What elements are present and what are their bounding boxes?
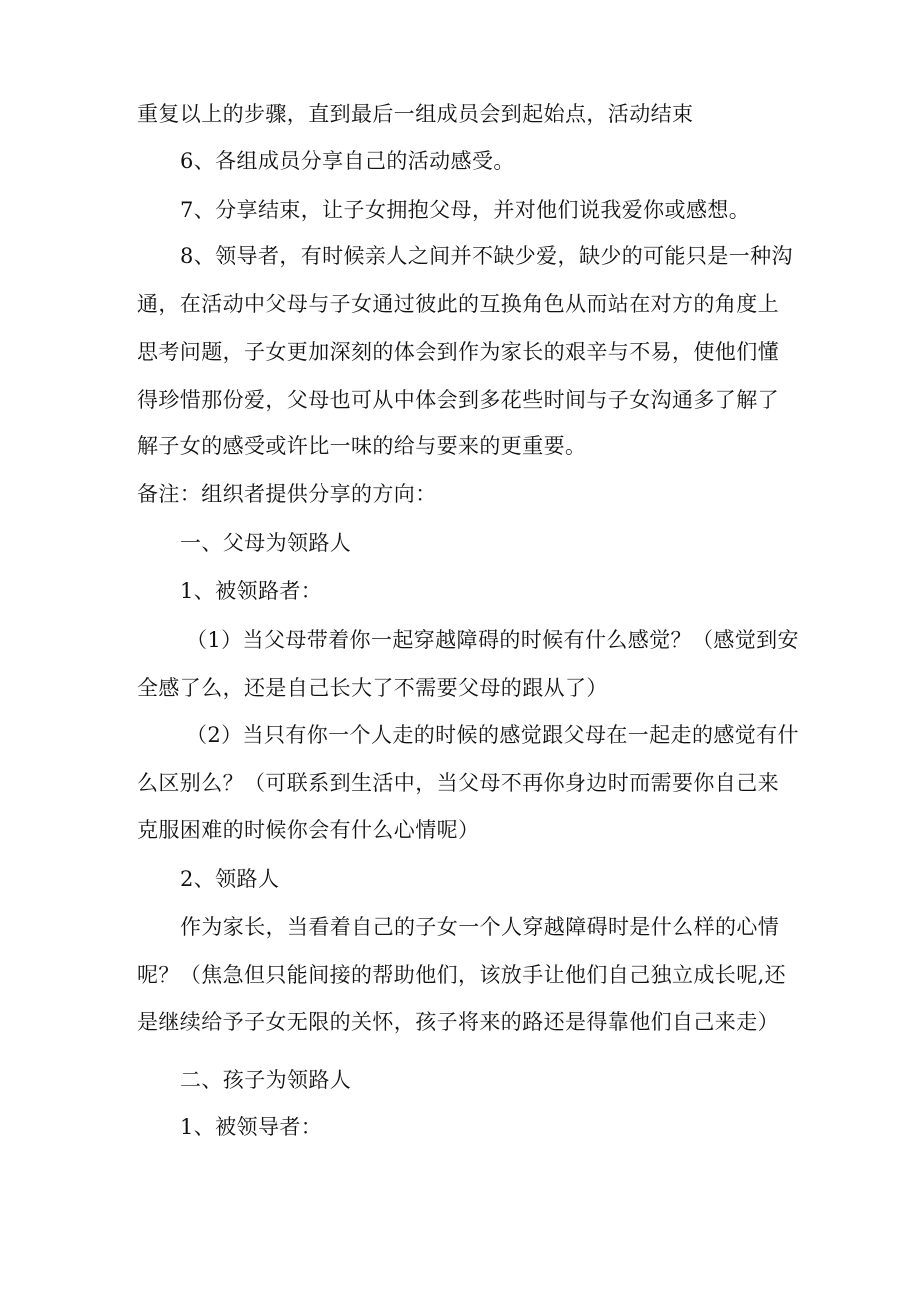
subsection-heading: 2、领路人: [180, 867, 280, 891]
paragraph-line: 思考问题，子女更加深刻的体会到作为家长的艰辛与不易，使他们懂: [137, 340, 779, 364]
subsection-heading: 1、被领路者：: [180, 579, 323, 603]
paragraph-line: 重复以上的步骤，直到最后一组成员会到起始点，活动结束: [137, 102, 694, 126]
paragraph-line: 解子女的感受或许比一味的给与要来的更重要。: [137, 434, 587, 458]
paragraph-line: 7、分享结束，让子女拥抱父母，并对他们说我爱你或感想。: [180, 198, 751, 222]
paragraph-line: （1）当父母带着你一起穿越障碍的时候有什么感觉？（感觉到安: [186, 628, 799, 652]
paragraph-line: （2）当只有你一个人走的时候的感觉跟父母在一起走的感觉有什: [186, 723, 799, 747]
paragraph-line: 通，在活动中父母与子女通过彼此的互换角色从而站在对方的角度上: [137, 292, 779, 316]
paragraph-line: 6、各组成员分享自己的活动感受。: [180, 149, 515, 173]
paragraph-line: 克服困难的时候你会有什么心情呢）: [137, 818, 480, 842]
paragraph-line: 呢？（焦急但只能间接的帮助他们，该放手让他们自己独立成长呢,还: [137, 963, 787, 987]
subsection-heading: 1、被领导者：: [180, 1115, 323, 1139]
paragraph-line: 8、领导者，有时候亲人之间并不缺少爱，缺少的可能只是一种沟: [180, 244, 793, 268]
paragraph-line: 全感了么，还是自己长大了不需要父母的跟从了）: [137, 676, 608, 700]
section-heading: 二、孩子为领路人: [180, 1068, 352, 1092]
note-heading: 备注：组织者提供分享的方向：: [137, 482, 437, 506]
paragraph-line: 得珍惜那份爱，父母也可从中体会到多花些时间与子女沟通多了解了: [137, 388, 779, 412]
paragraph-line: 作为家长，当看着自己的子女一个人穿越障碍时是什么样的心情: [180, 915, 780, 939]
paragraph-line: 是继续给予子女无限的关怀，孩子将来的路还是得靠他们自己来走）: [137, 1010, 779, 1034]
paragraph-line: 么区别么？（可联系到生活中，当父母不再你身边时而需要你自己来: [137, 771, 779, 795]
section-heading: 一、父母为领路人: [180, 531, 352, 555]
